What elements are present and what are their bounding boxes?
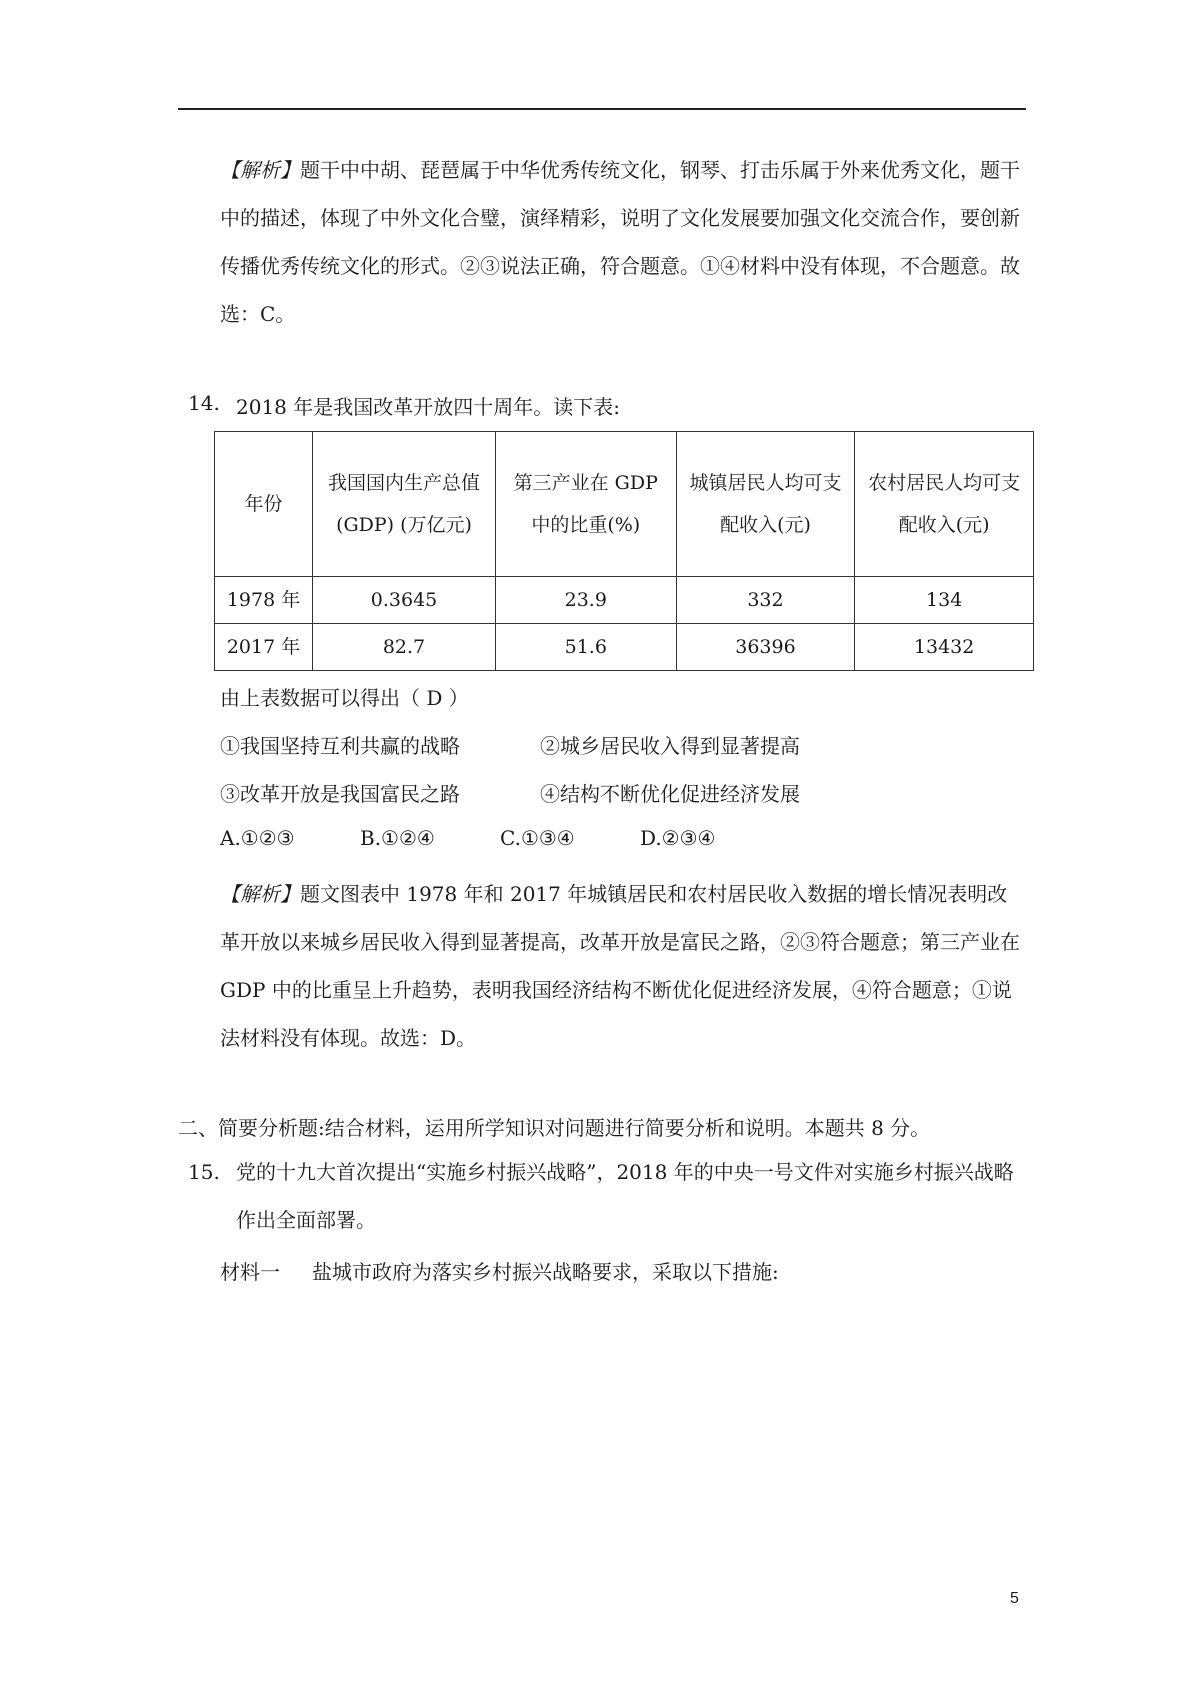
statement-row (220, 778, 800, 807)
material-text: 盐城市政府为落实乡村振兴战略要求，采取以下措施: (312, 1260, 779, 1284)
data-table (214, 431, 1034, 671)
table-row (215, 577, 1034, 624)
table-cell: 2017 年 (215, 624, 313, 671)
statement: ③改革开放是我国富民之路 (220, 782, 460, 806)
table-cell: 134 (855, 577, 1034, 624)
statement: ②城乡居民收入得到显著提高 (540, 734, 800, 758)
table-header-row (215, 432, 1034, 577)
table-cell: 23.9 (495, 577, 676, 624)
analysis-text: 题干中中胡、琵琶属于中华优秀传统文化，钢琴、打击乐属于外来优秀文化，题干中的描述，体现了中外文化合璧，演绎精彩，说明了文化发展要加强文化交流合作，要创新传播优秀传统文化的形式。②③说法正确，符合题意。①④材料中没有体现，不合题意。故选：C。 (220, 158, 1020, 326)
table-cell: 13432 (855, 624, 1034, 671)
material-line (220, 1256, 779, 1285)
answer-options (220, 826, 715, 850)
question-prompt: 由上表数据可以得出（ D ） (220, 686, 469, 710)
question-number: 14. (188, 391, 220, 415)
question-stem: 2018 年是我国改革开放四十周年。读下表: (236, 395, 620, 419)
header-rule (178, 108, 1026, 110)
analysis-13 (220, 146, 1026, 338)
page-number: 5 (1010, 1590, 1019, 1607)
table-cell: 332 (676, 577, 855, 624)
table-header-cell: 城镇居民人均可支配收入(元) (676, 432, 855, 577)
analysis-14 (220, 870, 1026, 1062)
statement: ④结构不断优化促进经济发展 (540, 782, 800, 806)
question-stem: 党的十九大首次提出“实施乡村振兴战略”，2018 年的中央一号文件对实施乡村振兴战略作出全面部署。 (236, 1160, 1014, 1232)
analysis-tag: 【解析】 (220, 158, 300, 182)
table-header-cell: 年份 (215, 432, 313, 577)
analysis-text: 题文图表中 1978 年和 2017 年城镇居民和农村居民收入数据的增长情况表明改革开放以来城乡居民收入得到显著提高，改革开放是富民之路，②③符合题意；第三产业在 GDP 中的比重呈上升趋势，表明我国经济结构不断优化促进经济发展，④符合题意；①说法材料没有体现。故选：D。 (220, 882, 1020, 1050)
material-label: 材料一 (220, 1260, 280, 1284)
analysis-tag: 【解析】 (220, 882, 300, 906)
table-header-cell: 农村居民人均可支配收入(元) (855, 432, 1034, 577)
table-cell: 82.7 (313, 624, 496, 671)
section-heading: 二、简要分析题:结合材料，运用所学知识对问题进行简要分析和说明。本题共 8 分。 (178, 1116, 931, 1140)
table-cell: 0.3645 (313, 577, 496, 624)
table-cell: 1978 年 (215, 577, 313, 624)
statement: ①我国坚持互利共赢的战略 (220, 734, 460, 758)
option-a: A.①②③ (220, 826, 295, 850)
option-b: B.①②④ (360, 826, 435, 850)
option-c: C.①③④ (500, 826, 575, 850)
table-header-cell: 我国国内生产总值(GDP) (万亿元) (313, 432, 496, 577)
question-number: 15. (188, 1160, 220, 1184)
table-row (215, 624, 1034, 671)
statement-row (220, 730, 800, 759)
table-cell: 36396 (676, 624, 855, 671)
option-d: D.②③④ (640, 826, 716, 850)
table-cell: 51.6 (495, 624, 676, 671)
table-header-cell: 第三产业在 GDP 中的比重(%) (495, 432, 676, 577)
